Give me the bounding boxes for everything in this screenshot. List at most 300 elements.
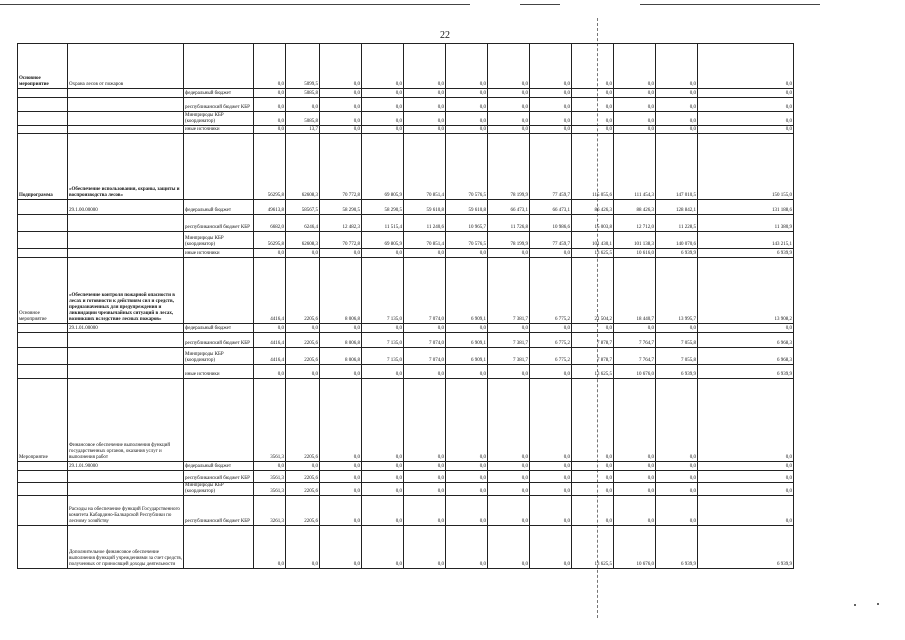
- funding-source-cell: федеральный бюджет: [184, 89, 254, 98]
- amount-cell: 0,0: [656, 324, 698, 333]
- amount-cell: 6 909,1: [446, 348, 488, 365]
- amount-cell: 0,0: [698, 483, 794, 496]
- amount-cell: 13 625,5: [572, 526, 614, 569]
- amount-cell: 0,0: [254, 249, 286, 258]
- amount-cell: 0,0: [530, 112, 572, 126]
- amount-cell: 0,0: [320, 365, 362, 379]
- amount-cell: 0,0: [530, 126, 572, 134]
- amount-cell: 66 473,1: [530, 200, 572, 215]
- amount-cell: 0,0: [488, 526, 530, 569]
- amount-cell: 78 199,9: [488, 232, 530, 249]
- funding-source-cell: иные источники: [184, 365, 254, 379]
- amount-cell: 7 381,7: [488, 333, 530, 348]
- amount-cell: 6 968,3: [698, 333, 794, 348]
- amount-cell: 0,0: [614, 462, 656, 471]
- amount-cell: 0,0: [488, 126, 530, 134]
- row-title-cell: 29.1.00.00000: [68, 200, 184, 215]
- amount-cell: 70 576,5: [446, 232, 488, 249]
- row-type-cell: [18, 112, 68, 126]
- row-type-cell: [18, 200, 68, 215]
- table-row: [18, 333, 794, 348]
- amount-cell: 0,0: [254, 98, 286, 112]
- funding-source-cell: республиканский бюджет КБР: [184, 333, 254, 348]
- amount-cell: 8 006,8: [320, 333, 362, 348]
- table-row: [18, 462, 794, 471]
- amount-cell: 59 610,8: [404, 200, 446, 215]
- amount-cell: 78 199,9: [488, 134, 530, 200]
- row-type-cell: [18, 324, 68, 333]
- amount-cell: 10 986,6: [530, 215, 572, 232]
- amount-cell: 0,0: [488, 324, 530, 333]
- amount-cell: 0,0: [572, 44, 614, 89]
- amount-cell: 2205,6: [286, 496, 320, 526]
- amount-cell: 6 909,1: [446, 333, 488, 348]
- amount-cell: 0,0: [404, 98, 446, 112]
- table-row: [18, 526, 794, 569]
- amount-cell: 0,0: [446, 462, 488, 471]
- amount-cell: 0,0: [404, 379, 446, 462]
- amount-cell: 0,0: [362, 98, 404, 112]
- amount-cell: 7 878,7: [572, 348, 614, 365]
- amount-cell: 0,0: [698, 496, 794, 526]
- amount-cell: 0,0: [572, 483, 614, 496]
- amount-cell: 0,0: [656, 379, 698, 462]
- amount-cell: 0,0: [698, 379, 794, 462]
- amount-cell: 13,7: [286, 126, 320, 134]
- amount-cell: 11 228,5: [656, 215, 698, 232]
- amount-cell: 0,0: [362, 365, 404, 379]
- amount-cell: 0,0: [530, 89, 572, 98]
- amount-cell: 8 006,8: [320, 348, 362, 365]
- amount-cell: 62608,3: [286, 232, 320, 249]
- amount-cell: 150 155,0: [698, 134, 794, 200]
- funding-source-cell: республиканский бюджет КБР: [184, 471, 254, 483]
- amount-cell: 0,0: [488, 44, 530, 89]
- amount-cell: 147 010,5: [656, 134, 698, 200]
- amount-cell: 3561,3: [254, 379, 286, 462]
- row-title-cell: [68, 215, 184, 232]
- amount-cell: 8 006,8: [320, 258, 362, 324]
- amount-cell: 0,0: [404, 112, 446, 126]
- amount-cell: 0,0: [530, 44, 572, 89]
- amount-cell: 0,0: [488, 89, 530, 98]
- amount-cell: 0,0: [404, 324, 446, 333]
- table-row: [18, 134, 794, 200]
- amount-cell: 0,0: [446, 365, 488, 379]
- amount-cell: 0,0: [614, 126, 656, 134]
- top-border-line: [0, 4, 470, 5]
- amount-cell: 58 290,5: [320, 200, 362, 215]
- budget-table: [17, 43, 794, 569]
- amount-cell: 0,0: [698, 44, 794, 89]
- amount-cell: 115 055,6: [572, 134, 614, 200]
- table-row: [18, 44, 794, 89]
- funding-source-cell: иные источники: [184, 249, 254, 258]
- funding-source-cell: [184, 379, 254, 462]
- amount-cell: 0,0: [530, 324, 572, 333]
- amount-cell: 0,0: [446, 112, 488, 126]
- amount-cell: 0,0: [404, 526, 446, 569]
- amount-cell: 2205,6: [286, 258, 320, 324]
- table-row: [18, 200, 794, 215]
- row-title-cell: [68, 89, 184, 98]
- amount-cell: 0,0: [446, 496, 488, 526]
- table-row: [18, 232, 794, 249]
- amount-cell: 0,0: [320, 249, 362, 258]
- amount-cell: 21 504,2: [572, 258, 614, 324]
- amount-cell: 6 939,9: [656, 365, 698, 379]
- amount-cell: 62608,3: [286, 134, 320, 200]
- amount-cell: 0,0: [698, 112, 794, 126]
- amount-cell: 0,0: [572, 126, 614, 134]
- page-number: 22: [440, 30, 450, 41]
- amount-cell: 0,0: [362, 496, 404, 526]
- amount-cell: 11 240,6: [404, 215, 446, 232]
- amount-cell: 4416,4: [254, 348, 286, 365]
- amount-cell: 6 939,9: [656, 526, 698, 569]
- amount-cell: 0,0: [572, 496, 614, 526]
- amount-cell: 0,0: [656, 462, 698, 471]
- table-row: [18, 126, 794, 134]
- amount-cell: 0,0: [530, 98, 572, 112]
- amount-cell: 69 805,9: [362, 232, 404, 249]
- amount-cell: 2205,6: [286, 379, 320, 462]
- amount-cell: 13 908,2: [698, 258, 794, 324]
- funding-source-cell: Минприроды КБР (координатор): [184, 112, 254, 126]
- amount-cell: 3561,3: [254, 483, 286, 496]
- amount-cell: 0,0: [446, 126, 488, 134]
- amount-cell: 0,0: [488, 462, 530, 471]
- amount-cell: 7 074,0: [404, 258, 446, 324]
- amount-cell: 66 473,1: [488, 200, 530, 215]
- funding-source-cell: Минприроды КБР (координатор): [184, 232, 254, 249]
- amount-cell: 7 764,7: [614, 348, 656, 365]
- row-type-cell: [18, 333, 68, 348]
- amount-cell: 0,0: [488, 249, 530, 258]
- amount-cell: 6 968,3: [698, 348, 794, 365]
- amount-cell: 0,0: [572, 112, 614, 126]
- row-title-cell: Финансовое обеспечение выполнения функций государственных органов, оказания услуг и выполнения работ: [68, 379, 184, 462]
- top-border-line-right: [520, 4, 560, 5]
- table-row: [18, 324, 794, 333]
- amount-cell: 0,0: [362, 483, 404, 496]
- amount-cell: 0,0: [446, 471, 488, 483]
- row-type-cell: Мероприятие: [18, 379, 68, 462]
- amount-cell: 0,0: [404, 249, 446, 258]
- amount-cell: 58 290,5: [362, 200, 404, 215]
- scan-speck: [877, 603, 879, 605]
- amount-cell: 56295,8: [254, 232, 286, 249]
- amount-cell: 0,0: [320, 379, 362, 462]
- amount-cell: 0,0: [530, 526, 572, 569]
- row-title-cell: 29.1.01.00000: [68, 324, 184, 333]
- amount-cell: 13 625,5: [572, 365, 614, 379]
- amount-cell: 10 616,0: [614, 249, 656, 258]
- amount-cell: 0,0: [362, 526, 404, 569]
- amount-cell: 0,0: [286, 324, 320, 333]
- amount-cell: 0,0: [254, 324, 286, 333]
- amount-cell: 6246,4: [286, 215, 320, 232]
- funding-source-cell: республиканский бюджет КБР: [184, 215, 254, 232]
- amount-cell: 101 138,3: [614, 232, 656, 249]
- amount-cell: 0,0: [362, 126, 404, 134]
- amount-cell: 7 074,0: [404, 333, 446, 348]
- row-title-cell: [68, 232, 184, 249]
- amount-cell: 0,0: [614, 379, 656, 462]
- amount-cell: 77 459,7: [530, 232, 572, 249]
- amount-cell: 70 851,4: [404, 232, 446, 249]
- amount-cell: 0,0: [320, 89, 362, 98]
- amount-cell: 6 775,2: [530, 258, 572, 324]
- amount-cell: 6 775,2: [530, 348, 572, 365]
- amount-cell: 0,0: [530, 496, 572, 526]
- amount-cell: 7 135,0: [362, 333, 404, 348]
- row-type-cell: [18, 126, 68, 134]
- table-row: [18, 258, 794, 324]
- amount-cell: 6682,0: [254, 215, 286, 232]
- amount-cell: 0,0: [488, 112, 530, 126]
- amount-cell: 0,0: [698, 324, 794, 333]
- amount-cell: 0,0: [320, 526, 362, 569]
- amount-cell: 0,0: [656, 112, 698, 126]
- amount-cell: 7 055,8: [656, 348, 698, 365]
- table-row: [18, 365, 794, 379]
- amount-cell: 7 381,7: [488, 348, 530, 365]
- amount-cell: 0,0: [572, 379, 614, 462]
- amount-cell: 7 135,0: [362, 258, 404, 324]
- row-type-cell: [18, 98, 68, 112]
- amount-cell: 56295,8: [254, 134, 286, 200]
- row-type-cell: [18, 462, 68, 471]
- amount-cell: 70 851,4: [404, 134, 446, 200]
- amount-cell: 0,0: [656, 471, 698, 483]
- amount-cell: 0,0: [698, 126, 794, 134]
- row-type-cell: Основное мероприятие: [18, 258, 68, 324]
- funding-source-cell: федеральный бюджет: [184, 324, 254, 333]
- row-type-cell: [18, 483, 68, 496]
- amount-cell: 0,0: [254, 126, 286, 134]
- funding-source-cell: Минприроды КБР (координатор): [184, 483, 254, 496]
- amount-cell: 0,0: [362, 462, 404, 471]
- amount-cell: 0,0: [320, 496, 362, 526]
- row-type-cell: [18, 526, 68, 569]
- amount-cell: 4416,4: [254, 258, 286, 324]
- amount-cell: 0,0: [320, 112, 362, 126]
- amount-cell: 0,0: [530, 471, 572, 483]
- amount-cell: 7 074,0: [404, 348, 446, 365]
- amount-cell: 0,0: [530, 249, 572, 258]
- row-title-cell: [68, 348, 184, 365]
- row-title-cell: [68, 333, 184, 348]
- amount-cell: 5099,5: [286, 44, 320, 89]
- row-type-cell: [18, 249, 68, 258]
- amount-cell: 128 842,1: [656, 200, 698, 215]
- table-body: [18, 44, 794, 569]
- amount-cell: 70 772,8: [320, 134, 362, 200]
- row-type-cell: [18, 471, 68, 483]
- amount-cell: 0,0: [286, 526, 320, 569]
- funding-source-cell: республиканский бюджет КБР: [184, 98, 254, 112]
- amount-cell: 0,0: [656, 496, 698, 526]
- amount-cell: 2205,6: [286, 471, 320, 483]
- amount-cell: 0,0: [362, 324, 404, 333]
- amount-cell: 10 965,7: [446, 215, 488, 232]
- amount-cell: 0,0: [254, 112, 286, 126]
- amount-cell: 5085,8: [286, 89, 320, 98]
- amount-cell: 140 070,6: [656, 232, 698, 249]
- amount-cell: 0,0: [362, 249, 404, 258]
- amount-cell: 0,0: [572, 324, 614, 333]
- amount-cell: 59 610,8: [446, 200, 488, 215]
- funding-source-cell: федеральный бюджет: [184, 200, 254, 215]
- amount-cell: 0,0: [446, 379, 488, 462]
- row-type-cell: [18, 232, 68, 249]
- amount-cell: 13 625,5: [572, 249, 614, 258]
- amount-cell: 7 764,7: [614, 333, 656, 348]
- row-type-cell: Основное мероприятие: [18, 44, 68, 89]
- scan-speck: [854, 604, 856, 606]
- row-type-cell: [18, 348, 68, 365]
- amount-cell: 0,0: [656, 89, 698, 98]
- amount-cell: 0,0: [614, 98, 656, 112]
- amount-cell: 0,0: [254, 89, 286, 98]
- amount-cell: 7 878,7: [572, 333, 614, 348]
- amount-cell: 0,0: [404, 126, 446, 134]
- amount-cell: 0,0: [320, 98, 362, 112]
- amount-cell: 0,0: [530, 379, 572, 462]
- amount-cell: 0,0: [286, 98, 320, 112]
- amount-cell: 6 939,9: [656, 249, 698, 258]
- amount-cell: 10 676,0: [614, 526, 656, 569]
- table-row: [18, 215, 794, 232]
- amount-cell: 0,0: [320, 462, 362, 471]
- amount-cell: 0,0: [572, 471, 614, 483]
- row-title-cell: [68, 483, 184, 496]
- amount-cell: 86 426,3: [572, 200, 614, 215]
- amount-cell: 0,0: [572, 462, 614, 471]
- amount-cell: 0,0: [362, 379, 404, 462]
- row-title-cell: [68, 98, 184, 112]
- amount-cell: 0,0: [572, 98, 614, 112]
- amount-cell: 3261,3: [254, 496, 286, 526]
- amount-cell: 0,0: [614, 483, 656, 496]
- amount-cell: 0,0: [446, 324, 488, 333]
- amount-cell: 0,0: [362, 112, 404, 126]
- amount-cell: 4416,4: [254, 333, 286, 348]
- amount-cell: 0,0: [446, 526, 488, 569]
- amount-cell: 0,0: [362, 471, 404, 483]
- amount-cell: 12 712,0: [614, 215, 656, 232]
- table-row: [18, 112, 794, 126]
- amount-cell: 0,0: [320, 483, 362, 496]
- funding-source-cell: [184, 526, 254, 569]
- amount-cell: 143 215,1: [698, 232, 794, 249]
- amount-cell: 0,0: [698, 89, 794, 98]
- funding-source-cell: иные источники: [184, 126, 254, 134]
- table-row: [18, 379, 794, 462]
- row-title-cell: [68, 126, 184, 134]
- amount-cell: 69 805,9: [362, 134, 404, 200]
- amount-cell: 7 381,7: [488, 258, 530, 324]
- amount-cell: 0,0: [404, 496, 446, 526]
- amount-cell: 0,0: [530, 365, 572, 379]
- amount-cell: 0,0: [488, 471, 530, 483]
- amount-cell: 0,0: [254, 526, 286, 569]
- amount-cell: 0,0: [656, 44, 698, 89]
- amount-cell: 0,0: [320, 324, 362, 333]
- amount-cell: 0,0: [572, 89, 614, 98]
- table-row: [18, 89, 794, 98]
- amount-cell: 0,0: [698, 98, 794, 112]
- amount-cell: 58567,5: [286, 200, 320, 215]
- amount-cell: 2205,6: [286, 348, 320, 365]
- amount-cell: 0,0: [286, 365, 320, 379]
- amount-cell: 6 939,9: [698, 526, 794, 569]
- amount-cell: 0,0: [446, 483, 488, 496]
- amount-cell: 10 676,0: [614, 365, 656, 379]
- amount-cell: 0,0: [254, 462, 286, 471]
- amount-cell: 15 003,8: [572, 215, 614, 232]
- amount-cell: 101 430,1: [572, 232, 614, 249]
- amount-cell: 5085,8: [286, 112, 320, 126]
- amount-cell: 0,0: [614, 44, 656, 89]
- amount-cell: 49613,8: [254, 200, 286, 215]
- amount-cell: 11 380,9: [698, 215, 794, 232]
- amount-cell: 0,0: [656, 483, 698, 496]
- amount-cell: 88 426,3: [614, 200, 656, 215]
- amount-cell: 0,0: [446, 44, 488, 89]
- amount-cell: 0,0: [488, 483, 530, 496]
- amount-cell: 0,0: [656, 126, 698, 134]
- table-row: [18, 249, 794, 258]
- amount-cell: 0,0: [530, 462, 572, 471]
- amount-cell: 0,0: [404, 462, 446, 471]
- amount-cell: 131 188,6: [698, 200, 794, 215]
- amount-cell: 0,0: [362, 44, 404, 89]
- amount-cell: 0,0: [698, 471, 794, 483]
- amount-cell: 0,0: [404, 483, 446, 496]
- amount-cell: 2205,6: [286, 483, 320, 496]
- table-row: [18, 348, 794, 365]
- amount-cell: 0,0: [488, 365, 530, 379]
- amount-cell: 7 135,0: [362, 348, 404, 365]
- amount-cell: 0,0: [446, 249, 488, 258]
- top-border-line-far-right: [640, 4, 820, 5]
- amount-cell: 0,0: [488, 379, 530, 462]
- row-title-cell: Дополнительное финансовое обеспечение выполнения функций учреждениями за счет средств, полученных от приносящей доходы деятельности: [68, 526, 184, 569]
- amount-cell: 11 726,8: [488, 215, 530, 232]
- amount-cell: 0,0: [404, 89, 446, 98]
- amount-cell: 12 482,3: [320, 215, 362, 232]
- amount-cell: 0,0: [404, 365, 446, 379]
- amount-cell: 0,0: [488, 496, 530, 526]
- row-title-cell: [68, 365, 184, 379]
- amount-cell: 0,0: [320, 126, 362, 134]
- row-title-cell: Расходы на обеспечение функций Государственного комитета Кабардино-Балкарской Республики по лесному хозяйству: [68, 496, 184, 526]
- amount-cell: 0,0: [614, 496, 656, 526]
- amount-cell: 0,0: [488, 98, 530, 112]
- amount-cell: 70 576,5: [446, 134, 488, 200]
- row-type-cell: [18, 215, 68, 232]
- row-type-cell: Подпрограмма: [18, 134, 68, 200]
- table-row: [18, 471, 794, 483]
- amount-cell: 11 515,4: [362, 215, 404, 232]
- funding-source-cell: республиканский бюджет КБР: [184, 496, 254, 526]
- amount-cell: 0,0: [286, 249, 320, 258]
- funding-source-cell: федеральный бюджет: [184, 462, 254, 471]
- amount-cell: 7 055,8: [656, 333, 698, 348]
- funding-source-cell: Минприроды КБР (координатор): [184, 348, 254, 365]
